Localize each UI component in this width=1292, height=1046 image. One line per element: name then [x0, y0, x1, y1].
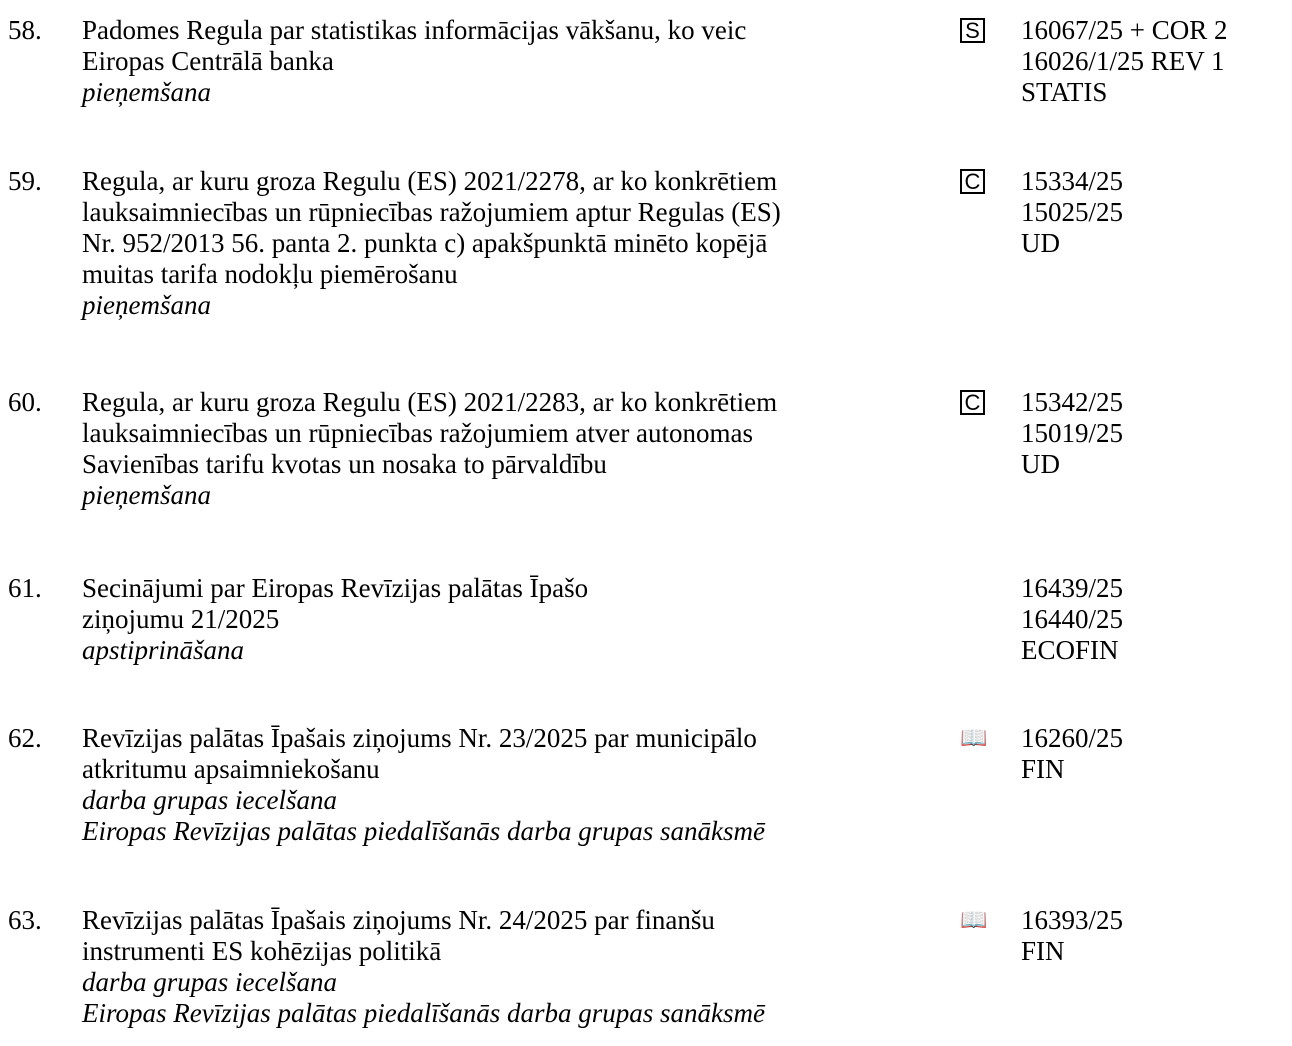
item-title-line: atkritumu apsaimniekošanu: [82, 754, 380, 784]
item-description: [82, 905, 932, 1029]
item-title-line: Eiropas Centrālā banka: [82, 46, 334, 76]
item-number: 62.: [8, 723, 42, 753]
c-marker-icon: C: [960, 390, 985, 415]
item-action: darba grupas iecelšana: [82, 967, 337, 997]
document-references: [1021, 573, 1123, 666]
document-references: [1021, 723, 1123, 785]
item-number: 60.: [8, 387, 42, 417]
item-action: pieņemšana: [82, 290, 211, 320]
item-title-line: lauksaimniecības un rūpniecības ražojumiem aptur Regulas (ES): [82, 197, 781, 227]
document-reference: UD: [1021, 449, 1060, 479]
item-description: [82, 573, 932, 666]
item-description: [82, 723, 932, 847]
document-reference: 15342/25: [1021, 387, 1124, 417]
document-reference: UD: [1021, 228, 1060, 258]
document-references: [1021, 166, 1123, 259]
item-number: 58.: [8, 15, 42, 45]
document-references: [1021, 387, 1123, 480]
document-references: [1021, 15, 1228, 108]
item-action: apstiprināšana: [82, 635, 245, 665]
item-description: [82, 166, 932, 321]
document-reference: FIN: [1021, 936, 1065, 966]
document-reference: 15334/25: [1021, 166, 1124, 196]
item-title-line: Secinājumi par Eiropas Revīzijas palātas Īpašo: [82, 573, 589, 603]
item-title-line: Savienības tarifu kvotas un nosaka to pārvaldību: [82, 449, 607, 479]
item-number: 61.: [8, 573, 42, 603]
s-marker-icon: S: [960, 18, 985, 43]
document-reference: 15025/25: [1021, 197, 1124, 227]
c-marker-icon: C: [960, 169, 985, 194]
item-title-line: Nr. 952/2013 56. panta 2. punkta c) apakšpunktā minēto kopējā: [82, 228, 768, 258]
document-reference: 16067/25 + COR 2: [1021, 15, 1228, 45]
item-number: 63.: [8, 905, 42, 935]
document-reference: 16260/25: [1021, 723, 1124, 753]
item-action: Eiropas Revīzijas palātas piedalīšanās darba grupas sanāksmē: [82, 998, 766, 1028]
document-reference: 15019/25: [1021, 418, 1124, 448]
document-reference: 16440/25: [1021, 604, 1124, 634]
item-title-line: Revīzijas palātas Īpašais ziņojums Nr. 24/2025 par finanšu: [82, 905, 715, 935]
item-number: 59.: [8, 166, 42, 196]
item-title-line: Revīzijas palātas Īpašais ziņojums Nr. 23/2025 par municipālo: [82, 723, 757, 753]
item-title-line: Regula, ar kuru groza Regulu (ES) 2021/2278, ar ko konkrētiem: [82, 166, 778, 196]
item-description: [82, 387, 932, 511]
document-reference: STATIS: [1021, 77, 1108, 107]
item-action: darba grupas iecelšana: [82, 785, 337, 815]
document-reference: 16393/25: [1021, 905, 1124, 935]
item-title-line: ziņojumu 21/2025: [82, 604, 280, 634]
item-title-line: muitas tarifa nodokļu piemērošanu: [82, 259, 458, 289]
document-reference: FIN: [1021, 754, 1065, 784]
item-action: Eiropas Revīzijas palātas piedalīšanās darba grupas sanāksmē: [82, 816, 766, 846]
item-action: pieņemšana: [82, 480, 211, 510]
item-title-line: lauksaimniecības un rūpniecības ražojumiem atver autonomas: [82, 418, 754, 448]
item-action: pieņemšana: [82, 77, 211, 107]
item-title-line: Padomes Regula par statistikas informācijas vākšanu, ko veic: [82, 15, 747, 45]
document-reference: 16026/1/25 REV 1: [1021, 46, 1225, 76]
document-reference: ECOFIN: [1021, 635, 1119, 665]
document-references: [1021, 905, 1123, 967]
item-title-line: instrumenti ES kohēzijas politikā: [82, 936, 442, 966]
book-icon: 📖: [960, 726, 988, 751]
item-description: [82, 15, 932, 108]
document-reference: 16439/25: [1021, 573, 1124, 603]
book-icon: 📖: [960, 908, 988, 933]
item-title-line: Regula, ar kuru groza Regulu (ES) 2021/2283, ar ko konkrētiem: [82, 387, 778, 417]
